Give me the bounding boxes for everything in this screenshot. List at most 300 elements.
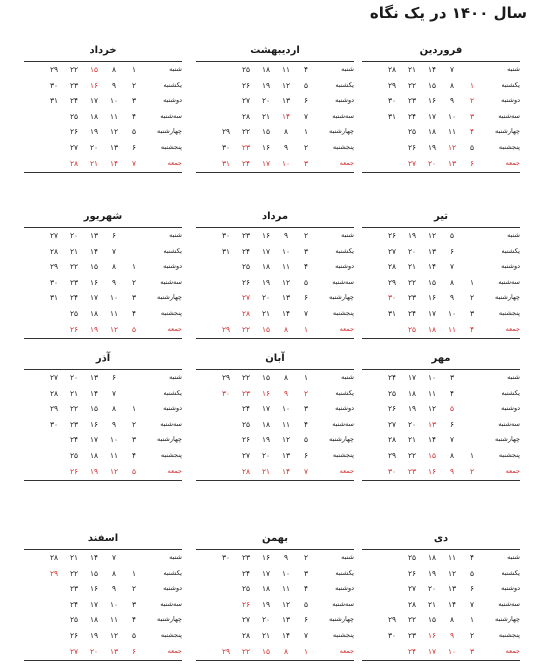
day-cell: ۱۹: [261, 435, 271, 445]
day-cell: ۱۷: [89, 293, 99, 303]
weekday-label: جمعه: [505, 158, 520, 167]
day-cell: ۲۷: [241, 293, 251, 303]
day-cell: ۲۷: [387, 246, 397, 256]
week-row: [362, 62, 520, 78]
day-cell: ۲۴: [69, 435, 79, 445]
day-cell: ۲: [131, 277, 137, 287]
day-cell: ۲۶: [241, 435, 251, 445]
day-cell: ۴: [131, 450, 137, 460]
day-cell: ۱۳: [281, 96, 291, 106]
week-row: [24, 448, 182, 464]
weekday-label: شنبه: [169, 231, 182, 239]
week-row: [362, 140, 520, 156]
day-cell: ۳: [449, 373, 455, 382]
day-cell: ۲۰: [261, 615, 271, 625]
day-cell: ۱۰: [109, 435, 119, 445]
day-cell: ۳۰: [387, 630, 397, 640]
day-cell: ۲۹: [387, 277, 397, 287]
weekday-label: جمعه: [339, 158, 354, 167]
day-cell: ۵: [131, 630, 137, 640]
day-cell: ۵: [303, 435, 309, 445]
weekday-label: دوشنبه: [335, 404, 354, 413]
day-cell: ۲۰: [427, 584, 437, 594]
day-cell: ۴: [131, 111, 137, 121]
day-cell: ۶: [469, 584, 475, 594]
weekday-label: جمعه: [167, 646, 182, 655]
day-cell: ۲۳: [407, 293, 417, 303]
day-cell: ۳۰: [49, 80, 59, 90]
day-cell: ۲۷: [69, 646, 79, 656]
weekday-label: پنجشنبه: [498, 308, 520, 317]
day-cell: ۱۹: [261, 599, 271, 609]
day-cell: ۱: [131, 404, 137, 414]
day-cell: ۲۰: [261, 450, 271, 460]
week-row: [196, 432, 354, 448]
day-cell: ۲۰: [89, 646, 99, 656]
week-row: [24, 109, 182, 125]
day-cell: ۳: [131, 293, 137, 303]
week-row: [24, 78, 182, 94]
day-cell: ۲۱: [89, 158, 99, 168]
day-cell: ۱۶: [261, 388, 271, 398]
day-cell: ۲۲: [241, 127, 251, 137]
week-row: [196, 109, 354, 125]
day-cell: ۶: [131, 646, 137, 656]
weekday-label: دوشنبه: [501, 584, 520, 593]
month-calendar: [196, 532, 354, 661]
week-row: [24, 290, 182, 306]
month-footer-rule: [24, 480, 182, 481]
weekday-label: پنجشنبه: [160, 308, 182, 317]
day-cell: ۳۱: [387, 111, 397, 121]
day-cell: ۲۲: [241, 646, 251, 656]
day-cell: ۱۰: [109, 293, 119, 303]
day-cell: ۳: [469, 308, 475, 318]
day-cell: ۱۰: [109, 96, 119, 106]
day-cell: ۲۶: [241, 80, 251, 90]
day-cell: ۲۱: [69, 553, 79, 562]
weekday-label: چهارشنبه: [329, 127, 354, 136]
weekday-label: سه‌شنبه: [160, 277, 182, 286]
weekday-label: چهارشنبه: [495, 615, 520, 624]
day-cell: ۲: [469, 466, 475, 476]
day-cell: ۱۰: [427, 373, 437, 382]
day-cell: ۱۲: [109, 324, 119, 334]
weekday-label: پنجشنبه: [332, 630, 354, 639]
week-row: [362, 259, 520, 275]
day-cell: ۳۰: [221, 142, 231, 152]
weekday-label: دوشنبه: [501, 262, 520, 271]
weekday-label: سه‌شنبه: [332, 277, 354, 286]
day-cell: ۳۰: [221, 231, 231, 240]
day-cell: ۲۷: [387, 419, 397, 429]
day-cell: ۷: [303, 111, 309, 121]
week-row: [24, 566, 182, 582]
day-cell: ۵: [469, 568, 475, 578]
week-row: [24, 244, 182, 260]
day-cell: ۱۳: [109, 142, 119, 152]
day-cell: ۲۲: [69, 568, 79, 578]
day-cell: ۲۹: [387, 80, 397, 90]
day-cell: ۱۰: [281, 246, 291, 256]
day-cell: ۲۴: [69, 96, 79, 106]
week-row: [24, 386, 182, 402]
day-cell: ۲۳: [241, 388, 251, 398]
day-cell: ۲۵: [69, 615, 79, 625]
day-cell: ۱۷: [261, 246, 271, 256]
day-cell: ۲۵: [241, 262, 251, 272]
month-footer-rule: [24, 660, 182, 661]
day-cell: ۱۷: [427, 646, 437, 656]
day-cell: ۱۹: [407, 404, 417, 414]
day-cell: ۱۸: [89, 111, 99, 121]
weekday-label: شنبه: [341, 553, 354, 561]
week-row: [24, 306, 182, 322]
month-calendar: [362, 352, 520, 481]
day-cell: ۵: [449, 404, 455, 414]
weekday-label: یکشنبه: [163, 80, 182, 89]
day-cell: ۱۷: [427, 111, 437, 121]
day-cell: ۳: [131, 96, 137, 106]
day-cell: ۲۷: [241, 450, 251, 460]
month-name: آذر: [95, 353, 111, 364]
day-cell: ۱۸: [427, 127, 437, 137]
day-cell: ۲: [469, 293, 475, 303]
day-cell: ۲۸: [387, 65, 397, 74]
week-row: [196, 290, 354, 306]
week-row: [362, 322, 520, 338]
day-cell: ۲۳: [407, 466, 417, 476]
day-cell: ۳۱: [221, 158, 231, 168]
weekday-label: دوشنبه: [335, 96, 354, 105]
day-cell: ۲۴: [241, 158, 251, 168]
day-cell: ۱۷: [89, 435, 99, 445]
day-cell: ۳۰: [387, 466, 397, 476]
week-row: [362, 306, 520, 322]
day-cell: ۱۲: [427, 231, 437, 240]
day-cell: ۱: [131, 262, 137, 272]
day-cell: ۲۱: [261, 308, 271, 318]
day-cell: ۱۳: [89, 373, 99, 382]
day-cell: ۲۳: [69, 80, 79, 90]
day-cell: ۷: [303, 466, 309, 476]
day-cell: ۱۰: [447, 308, 457, 318]
week-row: [362, 448, 520, 464]
day-cell: ۱۳: [427, 246, 437, 256]
day-cell: ۴: [303, 584, 309, 594]
weekday-label: چهارشنبه: [157, 127, 182, 136]
weekday-label: جمعه: [167, 466, 182, 475]
weekday-label: پنجشنبه: [160, 450, 182, 459]
month-name: خرداد: [89, 45, 117, 56]
day-cell: ۱۳: [89, 231, 99, 240]
day-cell: ۱۷: [89, 599, 99, 609]
week-row: [196, 306, 354, 322]
day-cell: ۱۶: [261, 231, 271, 240]
day-cell: ۱۴: [89, 553, 99, 562]
month-footer-rule: [24, 172, 182, 173]
day-cell: ۵: [449, 231, 455, 240]
day-cell: ۲۹: [221, 127, 231, 137]
day-cell: ۱۲: [109, 127, 119, 137]
week-row: [362, 612, 520, 628]
day-cell: ۷: [449, 435, 455, 445]
weekday-label: شنبه: [507, 65, 520, 73]
day-cell: ۲۰: [261, 293, 271, 303]
day-cell: ۱۹: [407, 231, 417, 240]
weekday-label: چهارشنبه: [157, 615, 182, 624]
week-row: [362, 628, 520, 644]
week-row: [362, 109, 520, 125]
day-cell: ۲۶: [407, 568, 417, 578]
day-cell: ۱۶: [89, 584, 99, 594]
week-row: [362, 417, 520, 433]
month-footer-rule: [362, 480, 520, 481]
day-cell: ۲۲: [69, 262, 79, 272]
weekday-label: یکشنبه: [335, 388, 354, 397]
week-row: [362, 644, 520, 660]
day-cell: ۸: [449, 615, 455, 625]
day-cell: ۴: [303, 262, 309, 272]
day-cell: ۱۳: [447, 584, 457, 594]
day-cell: ۱۱: [109, 111, 119, 121]
weekday-label: سه‌شنبه: [498, 277, 520, 286]
day-cell: ۷: [111, 388, 117, 398]
day-cell: ۱۱: [447, 324, 457, 334]
day-cell: ۳: [131, 599, 137, 609]
day-cell: ۳۱: [387, 308, 397, 318]
day-cell: ۲۹: [221, 373, 231, 382]
day-cell: ۲۴: [69, 293, 79, 303]
weekday-label: سه‌شنبه: [498, 599, 520, 608]
month-name: دی: [433, 533, 449, 544]
day-cell: ۳۱: [49, 293, 59, 303]
weekday-label: سه‌شنبه: [332, 111, 354, 120]
month-name: شهریور: [83, 211, 123, 222]
week-row: [24, 417, 182, 433]
day-cell: ۲۸: [49, 388, 59, 398]
day-cell: ۱۸: [261, 65, 271, 74]
day-cell: ۱۲: [427, 404, 437, 414]
day-cell: ۱۶: [427, 96, 437, 106]
day-cell: ۱۶: [89, 277, 99, 287]
weekday-label: دوشنبه: [501, 96, 520, 105]
weekday-label: چهارشنبه: [495, 435, 520, 444]
month-name: آبان: [265, 353, 285, 364]
day-cell: ۳: [469, 646, 475, 656]
day-cell: ۶: [449, 419, 455, 429]
day-cell: ۱۲: [109, 630, 119, 640]
day-cell: ۱: [303, 373, 309, 382]
weekday-label: سه‌شنبه: [332, 599, 354, 608]
day-cell: ۱۵: [427, 615, 437, 625]
day-cell: ۳۱: [49, 96, 59, 106]
weekday-label: دوشنبه: [501, 404, 520, 413]
week-row: [24, 259, 182, 275]
day-cell: ۱۵: [427, 450, 437, 460]
day-cell: ۱: [131, 65, 137, 74]
day-cell: ۲۵: [69, 308, 79, 318]
week-row: [362, 386, 520, 402]
week-row: [362, 464, 520, 480]
day-cell: ۲۴: [241, 568, 251, 578]
month-calendar: [24, 210, 182, 339]
day-cell: ۱: [469, 615, 475, 625]
week-row: [24, 464, 182, 480]
day-cell: ۲۲: [407, 615, 417, 625]
day-cell: ۲۳: [241, 553, 251, 562]
month-name: تیر: [433, 211, 449, 222]
day-cell: ۱۷: [261, 568, 271, 578]
day-cell: ۹: [449, 466, 455, 476]
week-row: [362, 566, 520, 582]
day-cell: ۲۰: [427, 158, 437, 168]
day-cell: ۱۶: [261, 142, 271, 152]
weekday-label: یکشنبه: [501, 246, 520, 255]
day-cell: ۱۹: [89, 466, 99, 476]
day-cell: ۱۰: [447, 111, 457, 121]
week-row: [196, 93, 354, 109]
day-cell: ۴: [303, 419, 309, 429]
weekday-label: یکشنبه: [335, 80, 354, 89]
day-cell: ۱۴: [427, 262, 437, 272]
day-cell: ۱۱: [109, 450, 119, 460]
day-cell: ۶: [469, 158, 475, 168]
weekday-label: پنجشنبه: [498, 630, 520, 639]
week-row: [24, 140, 182, 156]
day-cell: ۲۳: [241, 231, 251, 240]
weekday-label: چهارشنبه: [329, 293, 354, 302]
week-row: [24, 550, 182, 566]
day-cell: ۱۳: [281, 293, 291, 303]
day-cell: ۳: [469, 111, 475, 121]
day-cell: ۲۸: [407, 599, 417, 609]
day-cell: ۱۱: [281, 419, 291, 429]
day-cell: ۱۳: [447, 158, 457, 168]
day-cell: ۲۹: [49, 404, 59, 414]
weekday-label: شنبه: [169, 553, 182, 561]
day-cell: ۲۱: [261, 630, 271, 640]
day-cell: ۲۷: [241, 96, 251, 106]
day-cell: ۲۲: [407, 80, 417, 90]
week-row: [196, 401, 354, 417]
day-cell: ۲۱: [261, 466, 271, 476]
day-cell: ۱۴: [89, 246, 99, 256]
weekday-label: جمعه: [167, 158, 182, 167]
day-cell: ۱۲: [447, 142, 457, 152]
day-cell: ۲۰: [69, 373, 79, 382]
day-cell: ۱۶: [427, 466, 437, 476]
week-row: [196, 322, 354, 338]
week-row: [362, 597, 520, 613]
day-cell: ۲۵: [241, 419, 251, 429]
week-row: [196, 228, 354, 244]
day-cell: ۱۴: [281, 630, 291, 640]
weekday-label: جمعه: [505, 646, 520, 655]
day-cell: ۳۰: [387, 293, 397, 303]
day-cell: ۲: [303, 553, 309, 562]
weekday-label: جمعه: [505, 466, 520, 475]
day-cell: ۳۰: [387, 96, 397, 106]
day-cell: ۹: [283, 388, 289, 398]
day-cell: ۲۸: [241, 630, 251, 640]
week-row: [362, 290, 520, 306]
day-cell: ۲۱: [69, 388, 79, 398]
day-cell: ۲۵: [69, 450, 79, 460]
day-cell: ۷: [303, 630, 309, 640]
day-cell: ۲۹: [49, 262, 59, 272]
day-cell: ۱۵: [89, 404, 99, 414]
day-cell: ۱۱: [281, 584, 291, 594]
day-cell: ۲۴: [241, 404, 251, 414]
day-cell: ۲۵: [407, 127, 417, 137]
day-cell: ۲۷: [69, 142, 79, 152]
day-cell: ۱۲: [281, 435, 291, 445]
week-row: [24, 432, 182, 448]
day-cell: ۱۶: [427, 293, 437, 303]
weekday-label: شنبه: [341, 231, 354, 239]
day-cell: ۹: [111, 80, 117, 90]
day-cell: ۶: [449, 246, 455, 256]
weekday-label: دوشنبه: [335, 262, 354, 271]
day-cell: ۱۶: [261, 553, 271, 562]
weekday-label: پنجشنبه: [498, 142, 520, 151]
month-calendar: [362, 44, 520, 173]
day-cell: ۲۹: [387, 450, 397, 460]
day-cell: ۱۰: [109, 599, 119, 609]
day-cell: ۲۴: [407, 308, 417, 318]
day-cell: ۱۳: [281, 615, 291, 625]
day-cell: ۲۳: [407, 630, 417, 640]
weekday-label: پنجشنبه: [332, 308, 354, 317]
day-cell: ۱۷: [261, 158, 271, 168]
day-cell: ۶: [303, 96, 309, 106]
day-cell: ۱: [469, 80, 475, 90]
day-cell: ۷: [449, 262, 455, 272]
day-cell: ۷: [449, 65, 455, 74]
day-cell: ۱۵: [89, 568, 99, 578]
weekday-label: یکشنبه: [163, 388, 182, 397]
day-cell: ۱۱: [109, 615, 119, 625]
day-cell: ۲۶: [241, 277, 251, 287]
day-cell: ۵: [303, 277, 309, 287]
day-cell: ۲۹: [49, 65, 59, 74]
day-cell: ۱۸: [261, 419, 271, 429]
week-row: [362, 432, 520, 448]
day-cell: ۳۱: [221, 246, 231, 256]
day-cell: ۲۸: [69, 158, 79, 168]
day-cell: ۲۵: [407, 324, 417, 334]
day-cell: ۲۳: [69, 419, 79, 429]
weekday-label: دوشنبه: [335, 584, 354, 593]
day-cell: ۷: [131, 158, 137, 168]
week-row: [196, 124, 354, 140]
day-cell: ۲۳: [69, 584, 79, 594]
day-cell: ۵: [131, 324, 137, 334]
day-cell: ۷: [111, 553, 117, 562]
day-cell: ۱۰: [281, 568, 291, 578]
day-cell: ۹: [449, 293, 455, 303]
month-name: اسفند: [87, 533, 119, 544]
day-cell: ۲۰: [89, 142, 99, 152]
day-cell: ۸: [449, 277, 455, 287]
day-cell: ۱: [303, 646, 309, 656]
day-cell: ۲۰: [407, 246, 417, 256]
weekday-label: دوشنبه: [163, 404, 182, 413]
day-cell: ۱۷: [407, 373, 417, 382]
month-calendar: [196, 210, 354, 339]
day-cell: ۲۹: [221, 646, 231, 656]
